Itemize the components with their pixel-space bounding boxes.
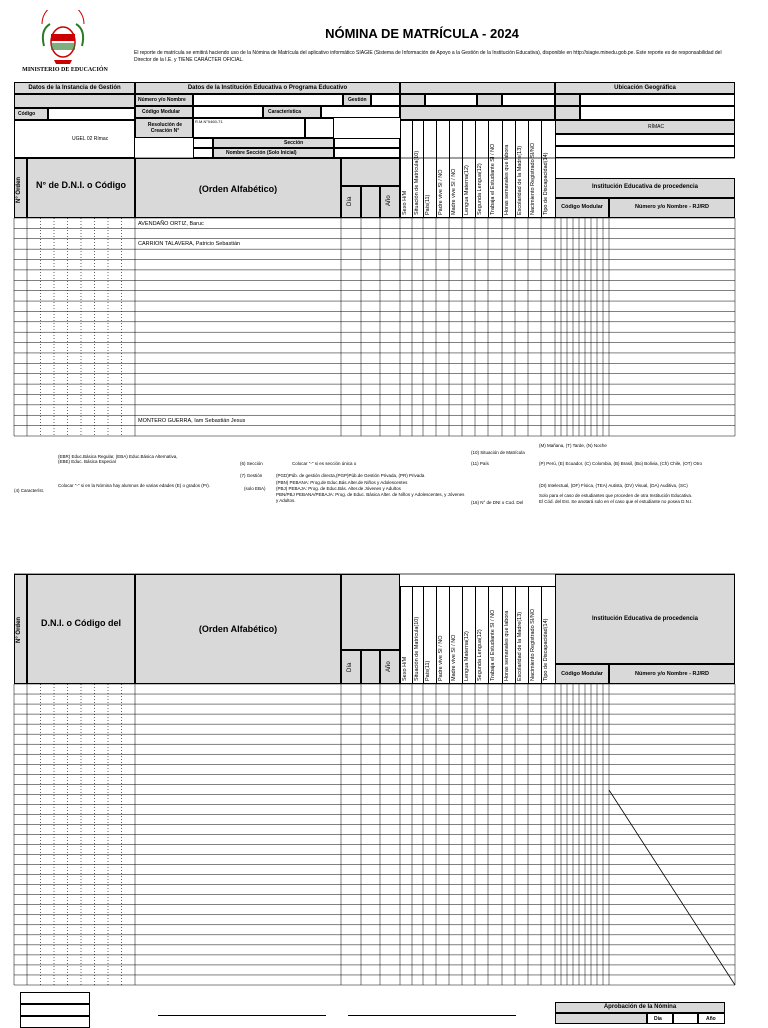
aprobacion-header: Aprobación de la Nómina [603,1004,677,1010]
vertical-header-label: Trabaja el Estudiante SI / NO [490,609,496,681]
gestion-label: Gestión [348,97,367,103]
vertical-header-label: País(11) [425,660,431,681]
section-gestion: Datos de la Instancia de Gestión [14,82,135,94]
procedencia2-header: Institución Educativa de procedencia [591,616,699,622]
dia2-header: Día [347,662,353,672]
codigo-modular2-col: Código Modular [561,671,603,677]
vertical-header-label: Tipo de Discapacidad(14) [543,152,549,215]
aprob-dia: Día [654,1016,662,1022]
student-name: MONTERO GUERRA, Iam Sebastián Jesus [138,417,246,424]
nombre-seccion-label: Nombre Sección (Solo Inicial) [226,150,297,156]
note-10: (PBJ) PEBAJA: Prog. de Educ.Bás. Alter.de Jóvenes y Adultos [276,486,401,491]
vertical-header-label: Situación de Matrícula(10) [414,150,420,215]
note-9: (PBN) PEBANA: Prog.de Educ.Bás.Alter.de Niños y Adolescentes [276,480,408,485]
note-3: (4) Característ. [14,488,45,493]
codigo-label: Código [18,111,36,117]
vertical-header-label: Padre vive SI / NO [438,169,444,215]
anio-header: Año [386,195,392,206]
vertical-header-label: País(11) [425,194,431,215]
vertical-header-label: Trabaja el Estudiante SI / NO [490,143,496,215]
codigo-modular-label: Código Modular [142,109,181,115]
note-2: (EBE) Educ. Básica Especial [58,459,116,464]
vertical-header-label: Madre vive SI / NO [451,634,457,681]
distrito-value: RÍMAC [648,124,665,130]
ugel-value: UGEL 02 Rímac [72,136,109,142]
dni2-header: D.N.I. o Código del [41,618,121,628]
dia-header: Día [347,196,353,206]
note-1: (EBR) Educ.Básica Regular, (EBA) Educ.Básica Alternativa, [58,454,178,459]
vertical-header-label: Lengua Materna(12) [464,165,470,215]
note-5: (6) Sección [240,461,263,466]
numero-rj2-col: Número y/o Nombre - RJ/RD [635,671,709,677]
vertical-header-label: Segunda Lengua(12) [477,163,483,215]
vertical-header-label: Padre vive SI / NO [438,635,444,681]
numero-nombre-label: Número y/o Nombre [138,97,186,103]
note-11: PBN/PBJ PEBANA/PEBAJA: Prog. de Educ. Básica Alter. de Niños y Adolescentes, y Jóvenes y Adultos. [276,492,465,503]
note-17: (P) Perú, (E) Ecuador, (C) Colombia, (B) Brasil, (Bo) Bolivia, (Ch) Chile, (OT) Otro [539,461,703,466]
note-16: (M) Mañana, (T) Tarde, (N) Noche [539,443,607,448]
note-18: (DI) Intelectual, (DF) Física, (TEA) Autista, (DV) Visual, (DA) Auditiva, (SC) [539,483,688,488]
vertical-header-label: Horas semanales que labora [504,610,510,681]
vertical-header-label: Sexo H/M [402,190,408,215]
note-12: (solo EBA) [244,486,266,491]
caracteristica-label: Característica [268,109,302,115]
orden-header: N° Orden [16,176,22,203]
note-13: (10) Situación de Matrícula [471,450,525,455]
page-title: NÓMINA DE MATRÍCULA - 2024 [325,26,519,41]
note-7: (7) Gestión [240,473,263,478]
note-20: El Cód. del Est. Se anotará solo en el caso que el estudiante no posea D.N.I. [539,499,693,504]
orden2-header: N° Orden [16,616,22,643]
student-name: CARRION TALAVERA, Patricio Sebastián [138,241,241,248]
vertical-header-label: Nacimiento Registrado SI/NO [530,142,536,215]
alfabetico-header: (Orden Alfabético) [198,184,278,194]
student-name: AVENDAÑO ORTIZ, Baruc [138,220,204,227]
aprob-anio: Año [706,1016,716,1022]
vertical-header-label: Sexo H/M [402,656,408,681]
table2-diagonal-slash [609,790,735,985]
procedencia-header: Institución Educativa de procedencia [591,184,699,190]
note-19: Solo para el caso de estudiantes que proceden de otra Institución Educativa. [539,493,693,498]
vertical-header-label: Lengua Materna(12) [464,631,470,681]
section-institucion: Datos de la Institución Educativa o Programa Educativo [135,82,400,94]
note-6: Colocar "-" si es sección única o [292,461,357,466]
section-ubicacion: Ubicación Geográfica [555,82,735,94]
ministry-name: MINISTERIO DE EDUCACIÓN [22,67,108,73]
note-15: (16) N° de DNI o Cod. Del [471,500,524,505]
vertical-header-label: Nacimiento Registrado SI/NO [530,608,536,681]
note-8: (PGD)Púb. de gestión directa,(PGP)Púb.de Gestión Privada, (PR) Privada [276,473,425,478]
description: El reporte de matrícula se emitirá haciendo uso de la Nómina de Matrícula del aplicativo informático SIAGIE (Sistema de Información de Apoyo a la Gestión de la Institución Educativa), disponible en http://siagie.minedu.gob.pe. Este reporte es de responsabilidad del Director de la I.E. y TIENE CARÁCTER OFICIAL. [134,50,722,63]
resolucion-value: R.M.N°0460-71 [195,119,223,124]
vertical-header-label: Tipo de Discapacidad(14) [543,618,549,681]
codigo-modular-col: Código Modular [561,204,603,210]
vertical-header-label: Madre vive SI / NO [451,168,457,215]
vertical-header-label: Situación de Matrícula(10) [414,616,420,681]
vertical-header-label: Escolaridad de la Madre(13) [517,145,523,215]
anio2-header: Año [386,661,392,672]
numero-rj-col: Número y/o Nombre - RJ/RD [635,204,709,210]
note-14: (11) País [471,461,489,466]
vertical-header-label: Horas semanales que labora [504,144,510,215]
resolucion-label: Resolución de Creación N° [147,122,183,134]
alfabetico2-header: (Orden Alfabético) [198,624,278,634]
dni-header: N° de D.N.I. o Código [35,180,127,190]
seccion-label: Sección [284,140,304,146]
note-4: Colocar "-" si en la Nómina hay alumnos de varias edades (E) o grados (Pr). [58,483,211,488]
vertical-header-label: Escolaridad de la Madre(13) [517,611,523,681]
vertical-header-label: Segunda Lengua(12) [477,629,483,681]
